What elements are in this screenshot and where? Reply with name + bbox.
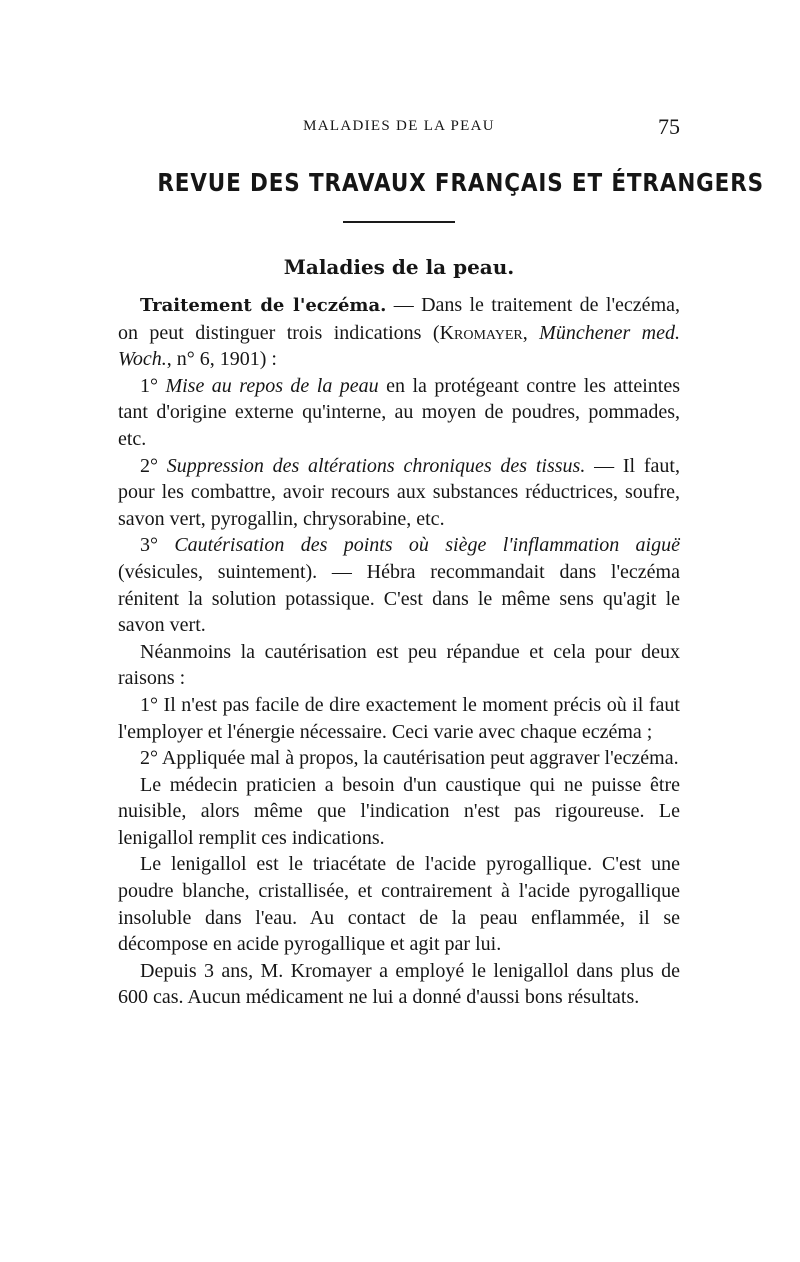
indication-2-number: 2° <box>140 454 167 477</box>
indication-3 <box>118 532 680 638</box>
intro-text-b: , <box>522 321 540 344</box>
paragraph-lenigallol: Le lenigallol est le triacétate de l'acide pyrogallique. C'est une poudre blanche, cristallisée, et contrairement à l'acide pyrogallique insoluble dans l'eau. Au contact de la peau enflammée, il se décompose en acide pyrogallique et agit par lui. <box>118 853 680 956</box>
running-title: MALADIES DE LA PEAU <box>303 118 495 134</box>
paragraph-neanmoins: Néanmoins la cautérisation est peu répandue et cela pour deux raisons : <box>118 640 680 690</box>
indication-3-title: Cautérisation des points où siège l'inflammation aiguë <box>174 534 680 557</box>
indication-1-number: 1° <box>140 374 166 397</box>
title-divider <box>343 221 455 223</box>
paragraph-medecin: Le médecin praticien a besoin d'un caustique qui ne puisse être nuisible, alors même que l'indication n'est pas rigoureuse. Le lenigallol remplit ces indications. <box>118 773 680 849</box>
section-title: REVUE DES TRAVAUX FRANÇAIS ET ÉTRANGERS <box>157 168 764 197</box>
running-header <box>118 116 680 142</box>
subsection-title: Maladies de la peau. <box>283 255 515 279</box>
indication-3-number: 3° <box>140 534 175 557</box>
article-title: Traitement de l'eczéma. <box>140 295 387 316</box>
article-intro <box>118 292 680 373</box>
page-number: 75 <box>658 114 680 139</box>
journal-name: Münchener med. Woch. <box>118 321 680 371</box>
intro-text-c: , n° 6, 1901) : <box>166 348 277 371</box>
paragraph-depuis: Depuis 3 ans, M. Kromayer a employé le lenigallol dans plus de 600 cas. Aucun médicament ne lui a donné d'aussi bons résultats. <box>118 959 680 1009</box>
indication-2-text: — Il faut, pour les combattre, avoir recours aux substances réductrices, soufre, savon vert, pyrogallin, chrysorabine, etc. <box>118 454 680 530</box>
indication-2-title: Suppression des altérations chroniques des tissus. <box>166 454 586 477</box>
author-name: Kromayer <box>439 321 523 344</box>
reason-1: 1° Il n'est pas facile de dire exactement le moment précis où il faut l'employer et l'énergie nécessaire. Ceci varie avec chaque eczéma ; <box>118 693 680 743</box>
indication-1-text: en la protégeant contre les atteintes tant d'origine externe qu'interne, au moyen de poudres, pommades, etc. <box>118 374 681 450</box>
indication-2 <box>118 453 680 533</box>
indication-3-text: (vésicules, suintement). — Hébra recommandait dans l'eczéma rénitent la solution potassique. C'est dans le même sens qu'agit le savon vert. <box>118 560 680 637</box>
indication-1-title: Mise au repos de la peau <box>165 374 379 397</box>
indication-1 <box>118 373 680 453</box>
article-body <box>118 292 680 1011</box>
intro-text-a: — Dans le traitement de l'eczéma, on peut distinguer trois indications ( <box>118 294 680 344</box>
reason-2: 2° Appliquée mal à propos, la cautérisation peut aggraver l'eczéma. <box>140 747 679 770</box>
